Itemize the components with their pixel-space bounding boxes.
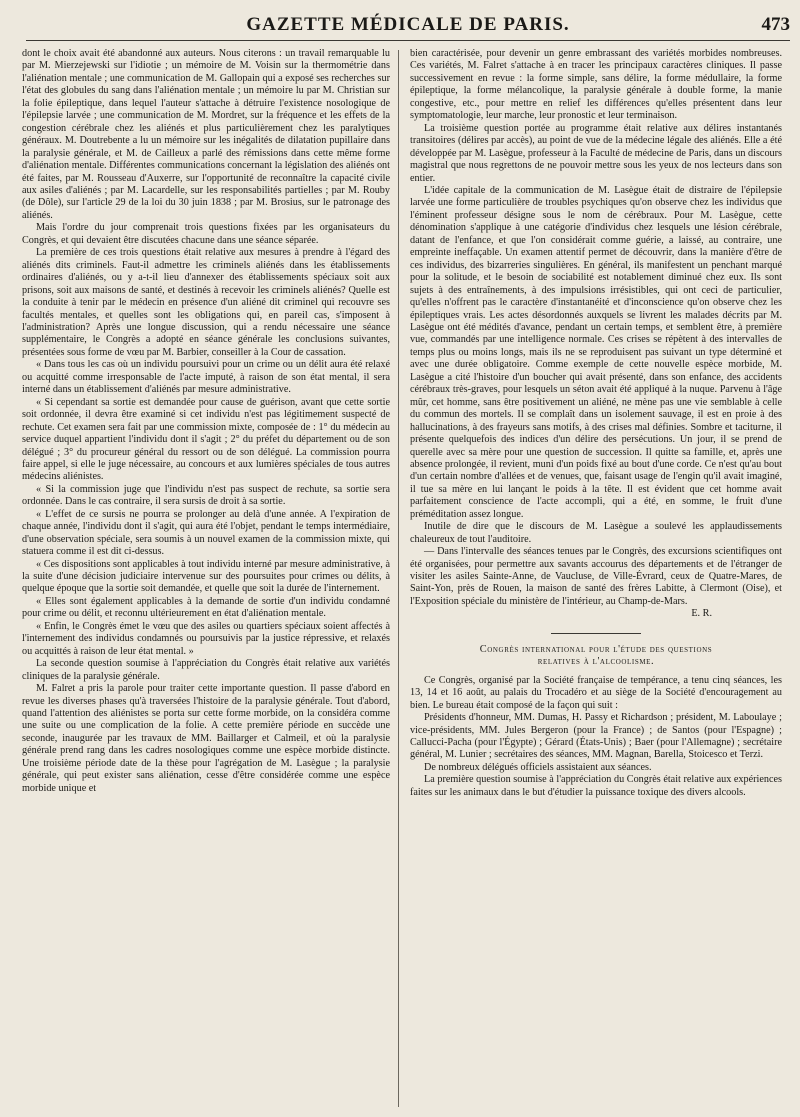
- left-column: [22, 48, 390, 1109]
- paragraph: L'idée capitale de la communication de M. Lasègue était de distraire de l'épilepsie larvée une forme particulière de troubles psychiques qu'on observe chez les individus que l'éminent professeur désigne sous le nom de cérébraux. Pour M. Lasègue, cette dénomination s'applique à une catégorie d'individus chez lesquels une lésion cérébrale, datant de l'enfance, et que l'on considérait comme guérie, a laissé, au contraire, une empreinte ineffaçable. Un examen attentif permet de découvrir, dans la manière d'être de ces individus, des bizarreries singulières. En général, ils manifestent un penchant marqué pour la solitude, et le besoin de sociabilité est notablement diminué chez eux. Ils sont sujets à des entraînements, à des impulsions irrésistibles, qui ont ceci de particulier, qu'elles n'offrent pas le caractère d'instantanéité et d'inconscience qu'on observe chez les épileptiques vrais. Les actes désordonnés auxquels se livrent les malades décrits par M. Lasègue ont été médités d'avance, pendant un certain temps, et semblent être, à première vue, commandés par une intelligence normale. Ces crises se répètent à des intervalles de temps plus ou moins longs, mais ils ne se reproduisent pas suivant un type déterminé et avec une durée obligatoire. Comme exemple de cette nouvelle espèce morbide, M. Lasègue a cité l'histoire d'un boucher qui avait présenté, dans son enfance, des accidents cérébraux très-graves, pour lesquels un séton avait été appliqué à la nuque. Parvenu à l'âge mûr, cet homme, sans être positivement un aliéné, ne mène pas une vie semblable à celle du commun des mortels. Il se complaît dans un isolement sauvage, il est en proie à des hallucinations, à des frayeurs sans motifs, à des crises mal définies. Sombre et taciturne, il présente quelquefois des indices d'un délire des persécutions. Un jour, il se prend de querelle avec sa mère pour une question de succession. Il quitte sa famille, et, après une absence prolongée, il revient, muni d'un poids fixé au bout d'une corde. Ce n'est qu'au bout d'un certain nombre d'allées et de venues, que, faisant usage de l'engin qu'il avait imaginé, il tue sa mère en lui lançant le poids à la tête. Il est évident que cet homme avait parfaitement conscience de l'acte accompli, qui a été, en somme, le fruit d'une préméditation assez longue.: [410, 184, 782, 520]
- paragraph: « Si cependant sa sortie est demandée pour cause de guérison, avant que cette sortie soit ordonnée, il devra être examiné si cet individu n'est pas légitimement suspecté de rechute. Cet examen sera fait par une commission mixte, composée de : 1° du médecin au service duquel appartient l'individu dont il s'agit ; 2° du préfet du département ou de son délégué ; 3° du procureur général du ressort ou de son délégué. La commission pourra faire appel, si elle le juge nécessaire, au concours et aux lumières spéciales de tous autres médecins aliénistes.: [22, 396, 390, 483]
- paragraph: bien caractérisée, pour devenir un genre embrassant des variétés morbides nombreuses. Ces variétés, M. Falret s'attache à en tracer les principaux caractères cliniques. Il passe successivement en revue : la forme simple, sans délire, la forme médullaire, la forme épileptique, la forme mélancolique, la paralysie générale à double forme, la manie congestive, etc., pour mettre en relief les différences qu'elles présentent dans leur symptomatologie, leur marche, leur pronostic et leur terminaison.: [410, 48, 782, 122]
- paragraph: « Elles sont également applicables à la demande de sortie d'un individu condamné pour crime ou délit, et reconnu ultérieurement en état d'aliénation mentale.: [22, 595, 390, 620]
- paragraph: « Si la commission juge que l'individu n'est pas suspect de rechute, sa sortie sera ordonnée. Dans le cas contraire, il sera sursis de droit à sa sortie.: [22, 483, 390, 508]
- paragraph: « Ces dispositions sont applicables à tout individu interné par mesure administrative, à la suite d'une décision judiciaire intervenue sur des poursuites pour crimes ou délits, à quelque époque que la sortie soit demandée, et quelle que soit la durée de l'internement.: [22, 558, 390, 595]
- paragraph: Présidents d'honneur, MM. Dumas, H. Passy et Richardson ; président, M. Laboulaye ; vice-présidents, MM. Jules Bergeron (pour la France) ; de Santos (pour l'Espagne) ; Callucci-Pacha (pour l'Égypte) ; Gérard (États-Unis) ; Baer (pour l'Allemagne) ; secrétaire général, M. Lunier ; secrétaires des séances, MM. Magnan, Barella, Stoicesco et Terzi.: [410, 712, 782, 761]
- column-divider: [398, 50, 399, 1107]
- paragraph: « Dans tous les cas où un individu poursuivi pour un crime ou un délit aura été relaxé ou acquitté comme irresponsable de l'acte imputé, à raison de son état mental, il sera interné dans un établissement d'aliénés par mesure administrative.: [22, 359, 390, 396]
- paragraph: « Enfin, le Congrès émet le vœu que des asiles ou quartiers spéciaux soient affectés à l'internement des individus condamnés ou poursuivis par la justice répressive, et relaxés ou acquittés à raison de leur état mental. »: [22, 620, 390, 657]
- paragraph: La troisième question portée au programme était relative aux délires instantanés transitoires (délires par accès), au point de vue de la médecine légale des aliénés. Elle a été développée par M. Lasègue, professeur à la Faculté de médecine de Paris, dans un discours magistral que nous regrettons de ne pouvoir mettre sous les yeux de nos lecteurs dans son entier.: [410, 122, 782, 184]
- paragraph: Ce Congrès, organisé par la Société française de tempérance, a tenu cinq séances, les 13, 14 et 16 août, au palais du Trocadéro et au siège de la Société d'encouragement au bien. Le bureau était composé de la façon qui suit :: [410, 674, 782, 711]
- page-header: [26, 14, 790, 41]
- paragraph: Mais l'ordre du jour comprenait trois questions fixées par les organisateurs du Congrès, et qui devaient être discutées chacune dans une séance séparée.: [22, 222, 390, 246]
- paragraph: dont le choix avait été abandonné aux auteurs. Nous citerons : un travail remarquable lu par M. Mierzejewski sur l'idiotie ; un mémoire de M. Voisin sur la thermométrie dans l'aliénation mentale ; une communication de M. Gallopain qui a exposé ses recherches sur l'état des globules du sang dans l'aliénation mentale ; un mémoire lu par M. Christian sur la folie épileptique, dans lequel l'auteur s'attache à détruire l'existence nosologique de l'épilepsie larvée ; une communication de M. Mordret, sur la fréquence et les effets de la congestion cérébrale chez les aliénés et plus particulièrement chez les paralytiques généraux. M. Doutrebente a lu un mémoire sur les inégalités de dilatation pupillaire dans la paralysie générale, et M. de Cailleux a parlé des rémissions dans cette même forme d'aliénation mentale. Différentes communications concernant la législation des aliénés ont été faites, par M. Rousseau d'Auxerre, sur l'opportunité de reconnaître la capacité civile aux asiles d'aliénés ; par M. Lacardelle, sur les responsabilités partielles ; par M. Rouby (de Dôle), sur l'article 29 de la loi du 30 juin 1838 ; par M. Brosius, sur le patronage des aliénés.: [22, 48, 390, 221]
- paragraph: « L'effet de ce sursis ne pourra se prolonger au delà d'une année. A l'expiration de chaque année, l'individu dont il s'agit, qui aura été l'objet, pendant le temps intermédiaire, d'une observation spéciale, sera soumis à un nouvel examen de la commission mixte, qui statuera comme il est dit ci-dessus.: [22, 508, 390, 558]
- paragraph: La première question soumise à l'appréciation du Congrès était relative aux expériences faites sur les animaux dans le but d'étudier la puissance toxique des divers alcools.: [410, 774, 782, 798]
- paragraph: De nombreux délégués officiels assistaient aux séances.: [424, 761, 652, 773]
- paragraph: M. Falret a pris la parole pour traiter cette importante question. Il passe d'abord en revue les diverses phases qu'à traversées l'histoire de la paralysie générale. Tout d'abord, quand l'attention des aliénistes se porta sur cette forme morbide, on la considéra comme une suite ou une complication de la folie. A cette première période en succède une seconde, inaugurée par les travaux de MM. Baillarger et Calmeil, et où la paralysie générale prend rang dans les cadres nosologiques comme une espèce morbide distincte. Une troisième période date de la thèse pour l'agrégation de M. Lasègue ; la paralysie générale, qui peut exister sans aliénation, cesse d'être considérée comme une espèce morbide unique et: [22, 683, 390, 794]
- section-title-line: Congrès international pour l'étude des questions: [479, 643, 713, 655]
- section-title: [410, 644, 782, 669]
- paragraph: Inutile de dire que le discours de M. Lasègue a soulevé les applaudissements chaleureux de tout l'auditoire.: [410, 521, 782, 545]
- paragraph: La première de ces trois questions était relative aux mesures à prendre à l'égard des aliénés dits criminels. Faut-il admettre les criminels aliénés dans les établissements ordinaires d'aliénés, ou y a-t-il lieu d'annexer des établissements spéciaux soit aux prisons, soit aux maisons de santé, et destinés à recevoir les criminels aliénés? Quelle est la conduite à tenir par le médecin en présence d'un aliéné dit criminel qui recouvre ses facultés mentales, et quelles sont les obligations qui, en pareil cas, s'imposent à l'administration? Après une longue discussion, qui a rendu nécessaire une séance supplémentaire, le Congrès a adopté en séance générale les conclusions suivantes, présentées sous forme de vœu par M. Barbier, conseiller à la Cour de cassation.: [22, 247, 390, 358]
- section-separator: [551, 633, 641, 634]
- author-signature: E. R.: [691, 608, 712, 620]
- paragraph: — Dans l'intervalle des séances tenues par le Congrès, des excursions scientifiques ont été organisées, pour permettre aux savants accourus des départements et de l'étranger de visiter les asiles Sainte-Anne, de Vaucluse, de Ville-Évrard, ceux de Quatre-Mares, de Saint-Yon, près de Rouen, la maison de santé des frères Labitte, à Clermont (Oise), et l'Exposition spéciale du ministère de l'intérieur, au Champ-de-Mars.: [410, 546, 782, 607]
- paragraph: La seconde question soumise à l'appréciation du Congrès était relative aux variétés cliniques de la paralysie générale.: [22, 658, 390, 682]
- right-column: [410, 48, 782, 1109]
- page-number: 473: [761, 14, 790, 35]
- journal-title: GAZETTE MÉDICALE DE PARIS.: [246, 14, 570, 35]
- section-title-line: relatives à l'alcoolisme.: [537, 656, 655, 668]
